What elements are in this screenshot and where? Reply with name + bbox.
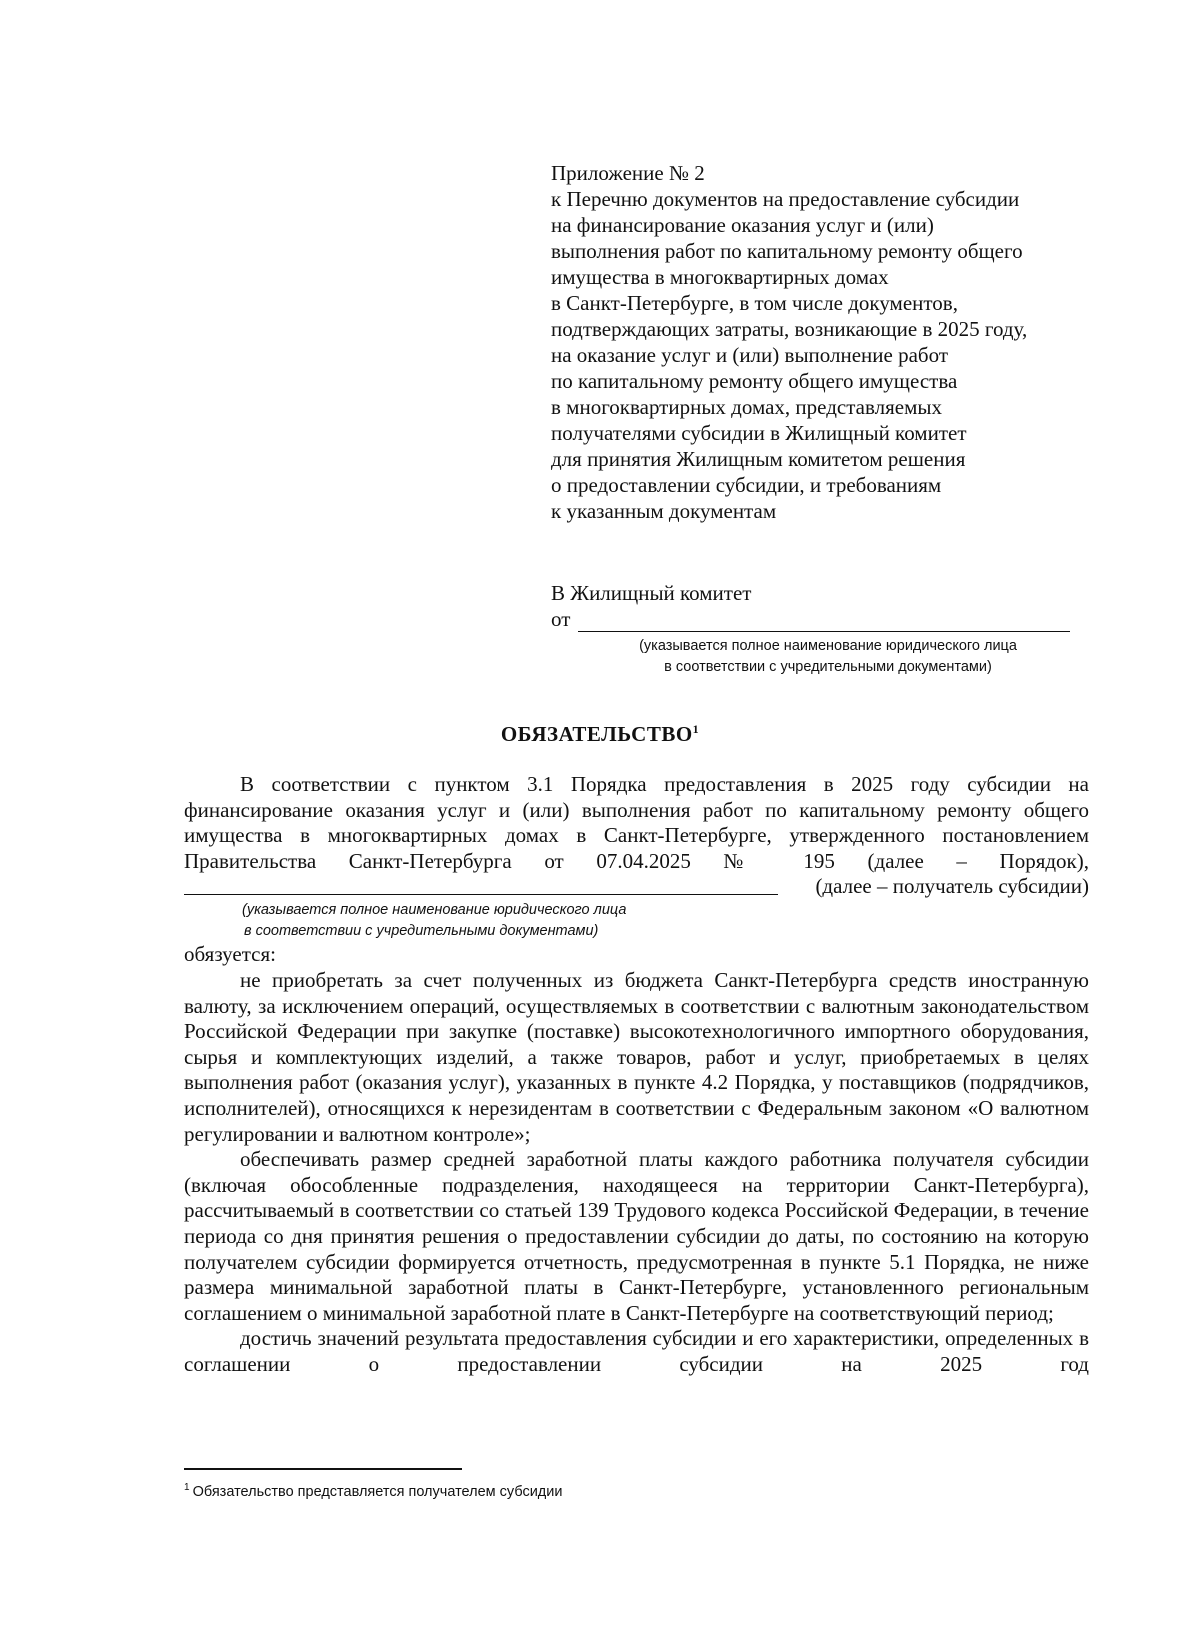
obliges-text: обязуется: bbox=[184, 942, 276, 967]
appendix-line: имущества в многоквартирных домах bbox=[551, 265, 889, 289]
appendix-line: подтверждающих затраты, возникающие в 2025 году, bbox=[551, 317, 1028, 341]
recipient-caption-line: (указывается полное наименование юридического лица bbox=[242, 902, 627, 919]
footnote-divider bbox=[184, 1468, 462, 1470]
appendix-header bbox=[551, 160, 1111, 524]
addressee-to: В Жилищный комитет bbox=[551, 581, 752, 605]
recipient-suffix: (далее – получатель субсидии) bbox=[815, 874, 1089, 899]
appendix-line: выполнения работ по капитальному ремонту общего bbox=[551, 239, 1023, 263]
addressee-caption bbox=[573, 636, 1083, 678]
recipient-row bbox=[184, 874, 1089, 900]
appendix-line: на финансирование оказания услуг и (или) bbox=[551, 213, 934, 237]
obligation-item-results: достичь значений результата предоставления субсидии и его характеристики, определенных в соглашении о предоставлении субсидии на 2025 год bbox=[184, 1326, 1089, 1376]
document-title-text: ОБЯЗАТЕЛЬСТВО bbox=[500, 722, 693, 746]
recipient-caption-line: в соответствии с учредительными документами) bbox=[244, 923, 599, 940]
addressee-caption-line: (указывается полное наименование юридического лица bbox=[639, 638, 1017, 654]
addressee-from-row bbox=[551, 606, 1091, 632]
recipient-caption bbox=[242, 900, 642, 942]
recipient-blank bbox=[184, 894, 778, 895]
appendix-line: Приложение № 2 bbox=[551, 161, 705, 185]
appendix-line: для принятия Жилищным комитетом решения bbox=[551, 447, 966, 471]
title-footnote-mark: 1 bbox=[692, 722, 700, 736]
addressee-caption-line: в соответствии с учредительными документами) bbox=[664, 659, 992, 675]
addressee-from-blank bbox=[578, 611, 1070, 632]
addressee-from-label: от bbox=[551, 607, 571, 631]
footnote bbox=[184, 1482, 562, 1500]
appendix-line: к Перечню документов на предоставление субсидии bbox=[551, 187, 1020, 211]
document-title bbox=[0, 722, 1200, 747]
document-body bbox=[184, 772, 1089, 1377]
appendix-line: в Санкт-Петербурге, в том числе документов, bbox=[551, 291, 958, 315]
footnote-text: Обязательство представляется получателем субсидии bbox=[192, 1483, 563, 1500]
appendix-line: получателями субсидии в Жилищный комитет bbox=[551, 421, 967, 445]
appendix-line: о предоставлении субсидии, и требованиям bbox=[551, 473, 942, 497]
footnote-mark: 1 bbox=[184, 1482, 190, 1493]
addressee-block bbox=[551, 580, 1091, 678]
appendix-line: к указанным документам bbox=[551, 499, 777, 523]
obligation-item-salary: обеспечивать размер средней заработной платы каждого работника получателя субсидии (включая обособленные подразделения, находящееся на территории Санкт-Петербурга), рассчитываемый в соответствии со статьей 139 Трудового кодекса Российской Федерации, в течение периода со дня принятия решения о предоставлении субсидии до даты, по состоянию на которую получателем субсидии формируется отчетность, предусмотренная в пункте 5.1 Порядка, не ниже размера минимальной заработной платы в Санкт-Петербурге, установленного региональным соглашением о минимальной заработной плате в Санкт-Петербурге на соответствующий период; bbox=[184, 1147, 1089, 1325]
intro-paragraph: В соответствии с пунктом 3.1 Порядка предоставления в 2025 году субсидии на финансирование оказания услуг и (или) выполнения работ по капитальному ремонту общего имущества в многоквартирных домах в Санкт-Петербурге, утвержденного постановлением Правительства Санкт-Петербурга от 07.04.2025 № 195 (далее – Порядок), bbox=[184, 772, 1089, 873]
appendix-line: по капитальному ремонту общего имущества bbox=[551, 369, 958, 393]
obligation-item-currency: не приобретать за счет полученных из бюджета Санкт-Петербурга средств иностранную валюту, за исключением операций, осуществляемых в соответствии с валютным законодательством Российской Федерации при закупке (поставке) высокотехнологичного импортного оборудования, сырья и комплектующих изделий, а также товаров, работ и услуг, приобретаемых в целях выполнения работ (оказания услуг), указанных в пункте 4.2 Порядка, у поставщиков (подрядчиков, исполнителей), относящихся к нерезидентам в соответствии с Федеральным законом «О валютном регулировании и валютном контроле»; bbox=[184, 967, 1089, 1146]
appendix-line: в многоквартирных домах, представляемых bbox=[551, 395, 942, 419]
appendix-line: на оказание услуг и (или) выполнение работ bbox=[551, 343, 949, 367]
